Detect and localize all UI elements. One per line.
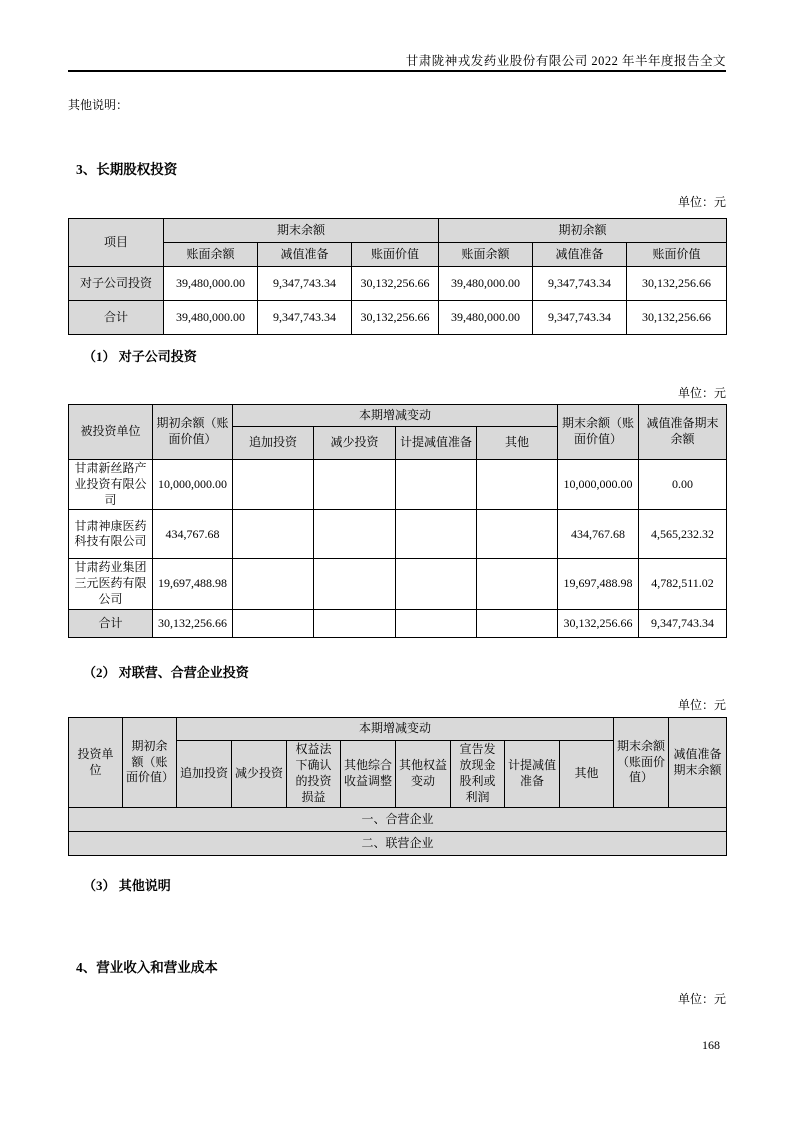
header-cell-book-balance: 账面余额 [164,243,258,267]
header-cell-reduced-investment: 减少投资 [314,427,396,460]
data-cell: 19,697,488.98 [153,559,233,609]
header-cell-impairment-closing: 减值准备期末余额 [669,718,727,808]
data-cell: 10,000,000.00 [153,460,233,510]
header-cell-impairment-provision: 计提减值准备 [505,741,560,808]
data-cell: 30,132,256.66 [627,267,727,301]
investee-name: 甘肃神康医药科技有限公司 [69,510,153,559]
header-cell-impairment-closing: 减值准备期末余额 [639,405,727,460]
empty-cell [314,609,396,637]
empty-cell [314,460,396,510]
investee-name: 甘肃药业集团三元医药有限公司 [69,559,153,609]
header-cell-impairment: 减值准备 [533,243,627,267]
empty-cell [233,559,314,609]
data-cell: 19,697,488.98 [558,559,639,609]
empty-cell [233,609,314,637]
header-cell-other: 其他 [560,741,614,808]
header-cell-additional-investment: 追加投资 [177,741,232,808]
data-cell: 39,480,000.00 [164,301,258,335]
data-cell: 39,480,000.00 [439,267,533,301]
header-cell-reduced-investment: 减少投资 [232,741,287,808]
section-title-revenue: 4、营业收入和营业成本 [76,960,218,975]
other-note-label: 其他说明： [68,98,129,112]
data-cell: 9,347,743.34 [258,267,352,301]
header-cell-book-value: 账面价值 [352,243,439,267]
data-cell: 30,132,256.66 [558,609,639,637]
empty-cell [233,510,314,559]
row-label: 对子公司投资 [69,267,164,301]
data-cell: 30,132,256.66 [153,609,233,637]
data-cell: 434,767.68 [558,510,639,559]
subsidiaries-table [68,404,727,638]
header-cell-impairment: 减值准备 [258,243,352,267]
empty-cell [233,460,314,510]
empty-cell [314,559,396,609]
category-row-joint-venture: 一、合营企业 [69,808,727,832]
empty-cell [477,609,558,637]
empty-cell [477,460,558,510]
data-cell: 9,347,743.34 [258,301,352,335]
section-title-other-desc: （3） 其他说明 [83,878,171,893]
header-cell-closing-group: 期末余额 [164,219,439,243]
data-cell: 39,480,000.00 [164,267,258,301]
header-cell-change-group: 本期增减变动 [177,718,614,741]
data-cell: 4,782,511.02 [639,559,727,609]
row-label-total: 合计 [69,609,153,637]
data-cell: 0.00 [639,460,727,510]
row-label-total: 合计 [69,301,164,335]
empty-cell [477,559,558,609]
header-cell-item: 项目 [69,219,164,267]
section-title-long-term-equity: 3、长期股权投资 [76,162,178,177]
page-number: 168 [702,1038,720,1052]
data-cell: 4,565,232.32 [639,510,727,559]
empty-cell [314,510,396,559]
long-term-equity-summary-table [68,218,727,335]
header-cell-equity-method-pnl: 权益法下确认的投资损益 [287,741,341,808]
header-cell-opening-group: 期初余额 [439,219,727,243]
unit-label-3: 单位：元 [677,698,726,712]
empty-cell [396,609,477,637]
empty-cell [477,510,558,559]
joint-ventures-table [68,717,727,856]
data-cell: 9,347,743.34 [533,267,627,301]
empty-cell [396,460,477,510]
header-cell-opening: 期初余额（账面价值） [153,405,233,460]
data-cell: 30,132,256.66 [352,267,439,301]
page-header-title: 甘肃陇神戎发药业股份有限公司 2022 年半年度报告全文 [405,54,726,68]
unit-label-1: 单位：元 [677,195,726,209]
data-cell: 39,480,000.00 [439,301,533,335]
header-cell-other: 其他 [477,427,558,460]
unit-label-4: 单位：元 [677,992,726,1006]
header-cell-additional-investment: 追加投资 [233,427,314,460]
investee-name: 甘肃新丝路产业投资有限公司 [69,460,153,510]
header-cell-oci-adjustment: 其他综合收益调整 [341,741,396,808]
section-title-subsidiaries: （1） 对子公司投资 [83,349,197,364]
data-cell: 10,000,000.00 [558,460,639,510]
header-cell-impairment-provision: 计提减值准备 [396,427,477,460]
header-cell-closing: 期末余额（账面价值） [558,405,639,460]
header-cell-declared-dividend: 宣告发放现金股利或利润 [451,741,505,808]
header-cell-investee: 被投资单位 [69,405,153,460]
header-cell-book-balance: 账面余额 [439,243,533,267]
category-row-associate: 二、联营企业 [69,832,727,856]
data-cell: 9,347,743.34 [533,301,627,335]
header-cell-investor: 投资单位 [69,718,123,808]
data-cell: 434,767.68 [153,510,233,559]
data-cell: 9,347,743.34 [639,609,727,637]
header-cell-closing: 期末余额（账面价值） [614,718,669,808]
empty-cell [396,559,477,609]
header-rule [68,70,726,72]
empty-cell [396,510,477,559]
unit-label-2: 单位：元 [677,386,726,400]
header-cell-other-equity-change: 其他权益变动 [396,741,451,808]
section-title-joint-ventures: （2） 对联营、合营企业投资 [83,665,249,680]
header-cell-change-group: 本期增减变动 [233,405,558,427]
header-cell-book-value: 账面价值 [627,243,727,267]
data-cell: 30,132,256.66 [627,301,727,335]
data-cell: 30,132,256.66 [352,301,439,335]
header-cell-opening: 期初余额（账面价值） [123,718,177,808]
